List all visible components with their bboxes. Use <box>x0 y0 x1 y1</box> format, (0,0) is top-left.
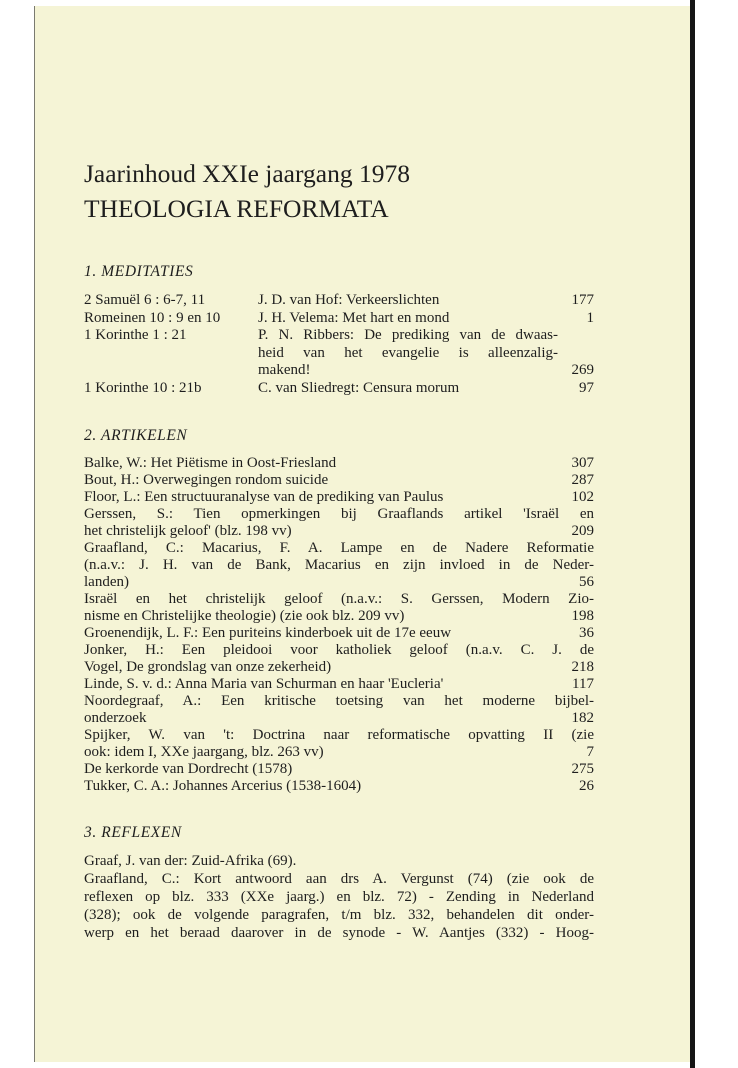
reflex-line: (328); ook de volgende paragrafen, t/m blz. 332, behandelen dit onder- <box>84 907 594 923</box>
article-line <box>84 778 594 796</box>
article-text: landen) <box>84 574 129 590</box>
page-number: 102 <box>571 489 594 505</box>
article-line <box>84 489 594 507</box>
section-heading-meditaties: 1. MEDITATIES <box>84 263 194 280</box>
journal-title: THEOLOGIA REFORMATA <box>84 194 389 223</box>
article-line: Gerssen, S.: Tien opmerkingen bij Graaflands artikel 'Israël en <box>84 506 594 522</box>
article-text: Bout, H.: Overwegingen rondom suicide <box>84 472 329 488</box>
page-number: 56 <box>579 574 594 590</box>
article-text: ook: idem I, XXe jaargang, blz. 263 vv) <box>84 744 324 760</box>
scan-edge <box>690 0 695 1068</box>
article-text: Balke, W.: Het Piëtisme in Oost-Friesland <box>84 455 337 471</box>
article-text: het christelijk geloof' (blz. 198 vv) <box>84 523 292 539</box>
article-text: Floor, L.: Een structuuranalyse van de prediking van Paulus <box>84 489 444 505</box>
section-heading-reflexen: 3. REFLEXEN <box>84 824 182 841</box>
reflex-line: Graafland, C.: Kort antwoord aan drs A. Vergunst (74) (zie ook de <box>84 871 594 887</box>
page-number: 7 <box>586 744 594 760</box>
bible-reference: Romeinen 10 : 9 en 10 <box>84 310 221 326</box>
article-text: Linde, S. v. d.: Anna Maria van Schurman en haar 'Eucleria' <box>84 676 444 692</box>
article-line <box>84 608 594 626</box>
meditatie-title: P. N. Ribbers: De prediking van de dwaas- <box>258 327 558 343</box>
article-line <box>84 625 594 643</box>
page-number: 287 <box>571 472 594 488</box>
article-text: Tukker, C. A.: Johannes Arcerius (1538-1604) <box>84 778 362 794</box>
article-text: De kerkorde van Dordrecht (1578) <box>84 761 293 777</box>
bible-reference: 1 Korinthe 1 : 21 <box>84 327 187 343</box>
page-number: 117 <box>572 676 594 692</box>
page-number: 177 <box>571 292 594 308</box>
page-number: 209 <box>571 523 594 539</box>
meditatie-title: J. H. Velema: Met hart en mond <box>258 310 450 326</box>
meditatie-title: C. van Sliedregt: Censura morum <box>258 380 460 396</box>
article-line <box>84 676 594 694</box>
article-line <box>84 472 594 490</box>
article-line <box>84 659 594 677</box>
reflex-line: Graaf, J. van der: Zuid-Afrika (69). <box>84 853 297 869</box>
page-number: 269 <box>571 362 594 378</box>
article-line <box>84 523 594 541</box>
page-number: 182 <box>571 710 594 726</box>
article-line: Israël en het christelijk geloof (n.a.v.: S. Gerssen, Modern Zio- <box>84 591 594 607</box>
article-line <box>84 744 594 762</box>
meditatie-title: heid van het evangelie is alleenzalig- <box>258 345 558 361</box>
reflex-line: reflexen op blz. 333 (XXe jaarg.) en blz. 72) - Zending in Nederland <box>84 889 594 905</box>
article-line <box>84 574 594 592</box>
article-line: Jonker, H.: Een pleidooi voor katholiek geloof (n.a.v. C. J. de <box>84 642 594 658</box>
page-number: 36 <box>579 625 594 641</box>
page-number: 198 <box>571 608 594 624</box>
reflex-line: werp en het beraad daarover in de synode - W. Aantjes (332) - Hoog- <box>84 925 594 941</box>
article-line <box>84 455 594 473</box>
article-text: onderzoek <box>84 710 147 726</box>
page-number: 26 <box>579 778 594 794</box>
article-line <box>84 710 594 728</box>
page-number: 307 <box>571 455 594 471</box>
bible-reference: 2 Samuël 6 : 6-7, 11 <box>84 292 206 308</box>
page-number: 1 <box>586 310 594 326</box>
meditatie-title: J. D. van Hof: Verkeerslichten <box>258 292 440 308</box>
article-text: Vogel, De grondslag van onze zekerheid) <box>84 659 332 675</box>
page-number: 97 <box>579 380 594 396</box>
page-number: 275 <box>571 761 594 777</box>
page-number: 218 <box>571 659 594 675</box>
article-text: Groenendijk, L. F.: Een puriteins kinderboek uit de 17e eeuw <box>84 625 452 641</box>
article-line: Graafland, C.: Macarius, F. A. Lampe en de Nadere Reformatie <box>84 540 594 556</box>
article-line: Noordegraaf, A.: Een kritische toetsing van het moderne bijbel- <box>84 693 594 709</box>
meditatie-title: makend! <box>258 362 311 378</box>
page-title: Jaarinhoud XXIe jaargang 1978 <box>84 159 410 188</box>
article-line: Spijker, W. van 't: Doctrina naar reformatische opvatting II (zie <box>84 727 594 743</box>
bible-reference: 1 Korinthe 10 : 21b <box>84 380 202 396</box>
article-text: nisme en Christelijke theologie) (zie ook blz. 209 vv) <box>84 608 405 624</box>
article-line <box>84 761 594 779</box>
article-line: (n.a.v.: J. H. van de Bank, Macarius en zijn invloed in de Neder- <box>84 557 594 573</box>
section-heading-artikelen: 2. ARTIKELEN <box>84 427 188 444</box>
